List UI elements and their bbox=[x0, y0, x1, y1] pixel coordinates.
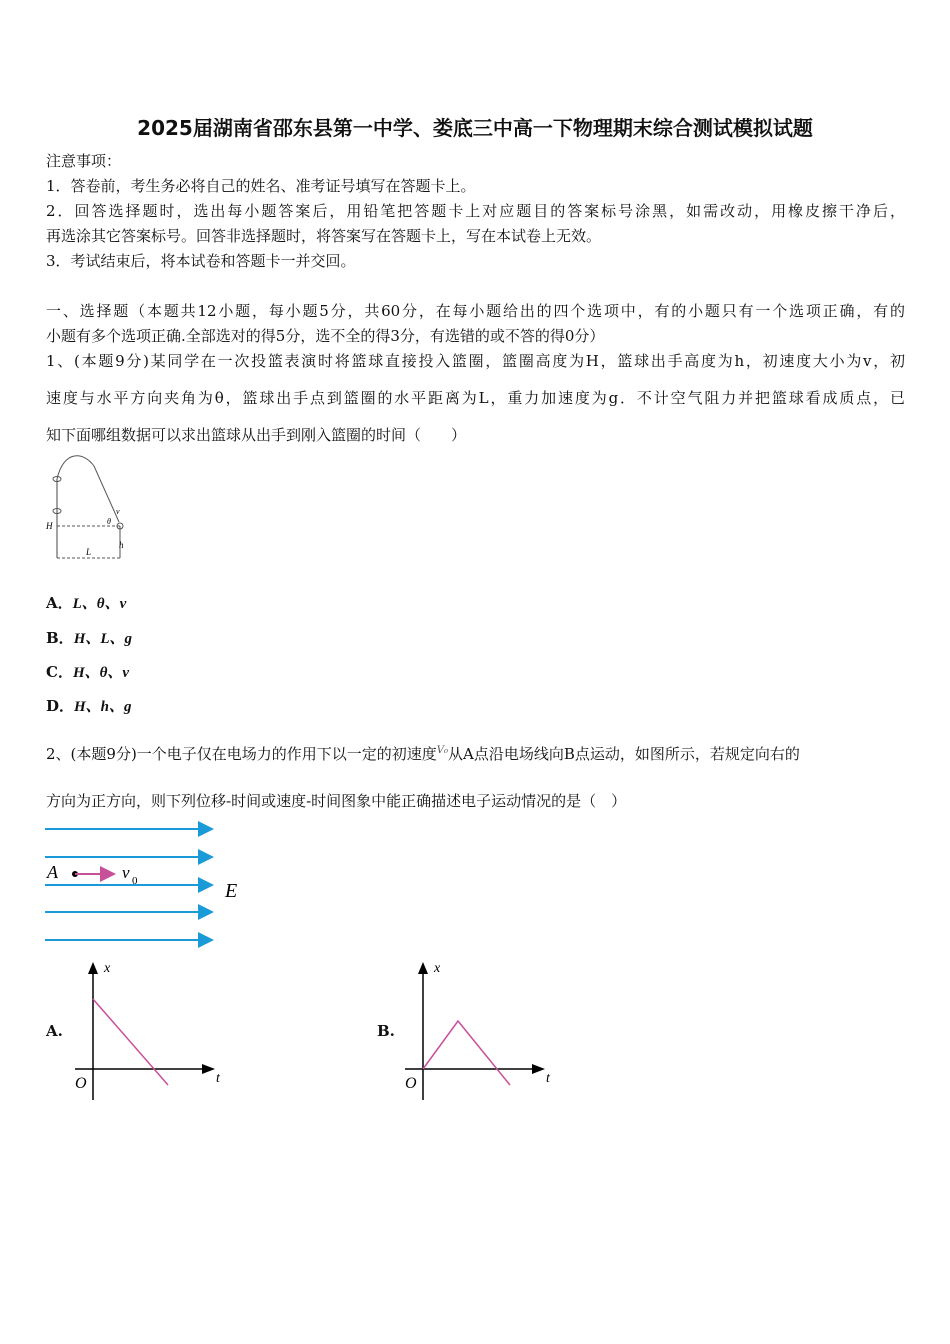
origin-label: O bbox=[75, 1075, 87, 1092]
label-H: H bbox=[46, 521, 53, 531]
option-label: B． bbox=[46, 629, 74, 647]
label-h: h bbox=[119, 540, 124, 550]
q2-text: 方向为正方向，则下列位移-时间或速度-时间图象中能正确描述电子运动情况的是（ ） bbox=[46, 792, 627, 810]
label-theta: θ bbox=[107, 517, 111, 526]
basketball-figure bbox=[44, 454, 134, 564]
q2-option-b[interactable]: B. bbox=[377, 1022, 395, 1040]
graph-a-line bbox=[93, 999, 168, 1085]
graph-a bbox=[70, 958, 230, 1103]
option-label: D． bbox=[46, 697, 75, 715]
graph-b bbox=[400, 958, 560, 1103]
axis-label-x: x bbox=[434, 961, 441, 976]
origin-label: O bbox=[405, 1075, 417, 1092]
note-line: 再选涂其它答案标号。回答非选择题时，将答案写在答题卡上，写在本试卷上无效。 bbox=[46, 227, 602, 245]
section-heading: 一、选择题（本题共12小题，每小题5分，共60分，在每小题给出的四个选项中，有的小题只有一个选项正确，有的 bbox=[46, 302, 905, 320]
option-text: H、θ、v bbox=[72, 665, 130, 681]
q1-text: 知下面哪组数据可以求出篮球从出手到刚入篮圈的时间（ ） bbox=[46, 426, 467, 444]
q1-text: 速度与水平方向夹角为θ，篮球出手点到篮圈的水平距离为L，重力加速度为g．不计空气阻力并把篮球看成质点，已 bbox=[46, 389, 905, 407]
label-E: E bbox=[225, 880, 238, 902]
option-text: H、L、g bbox=[73, 631, 133, 647]
notes-heading: 注意事项： bbox=[46, 152, 122, 170]
q2-text-b: 从A点沿电场线向B点运动，如图所示，若规定向右的 bbox=[448, 745, 800, 763]
q2-text-a: 2、(本题9分)一个电子仅在电场力的作用下以一定的初速度 bbox=[46, 745, 437, 763]
graph-b-line bbox=[423, 1021, 510, 1085]
section-heading: 小题有多个选项正确.全部选对的得5分，选不全的得3分，有选错的或不答的得0分） bbox=[46, 327, 605, 345]
option-label: C． bbox=[46, 663, 73, 681]
option-label: A． bbox=[46, 594, 73, 612]
axis-label-t: t bbox=[546, 1071, 550, 1086]
label-A: A bbox=[47, 862, 58, 882]
option-text: H、h、g bbox=[74, 699, 132, 715]
electric-field-figure bbox=[40, 815, 260, 955]
v0-symbol: V₀ bbox=[436, 745, 449, 756]
axis-label-x: x bbox=[104, 961, 111, 976]
q1-option-c[interactable] bbox=[46, 661, 129, 682]
q1-option-b[interactable] bbox=[46, 627, 132, 648]
option-text: L、θ、v bbox=[72, 596, 127, 612]
q1-option-d[interactable] bbox=[46, 695, 132, 716]
label-v0: v bbox=[122, 863, 130, 882]
q1-option-a[interactable] bbox=[46, 592, 126, 613]
label-L: L bbox=[86, 547, 92, 557]
note-line: 3．考试结束后，将本试卷和答题卡一并交回。 bbox=[46, 252, 356, 270]
note-line: 1．答卷前，考生务必将自己的姓名、准考证号填写在答题卡上。 bbox=[46, 177, 476, 195]
q1-text: 1、(本题9分)某同学在一次投篮表演时将篮球直接投入篮圈，篮圈高度为H，篮球出手高度为h，初速度大小为v，初 bbox=[46, 352, 905, 370]
axis-label-t: t bbox=[216, 1071, 220, 1086]
note-line: 2．回答选择题时，选出每小题答案后，用铅笔把答题卡上对应题目的答案标号涂黑，如需改动，用橡皮擦干净后， bbox=[46, 202, 905, 220]
label-v: v bbox=[116, 507, 120, 516]
q2-option-a[interactable]: A. bbox=[46, 1022, 63, 1040]
page-title: 2025届湖南省邵东县第一中学、娄底三中高一下物理期末综合测试模拟试题 bbox=[137, 116, 813, 140]
q2-text bbox=[46, 741, 800, 764]
label-v0-sub: 0 bbox=[132, 875, 138, 887]
